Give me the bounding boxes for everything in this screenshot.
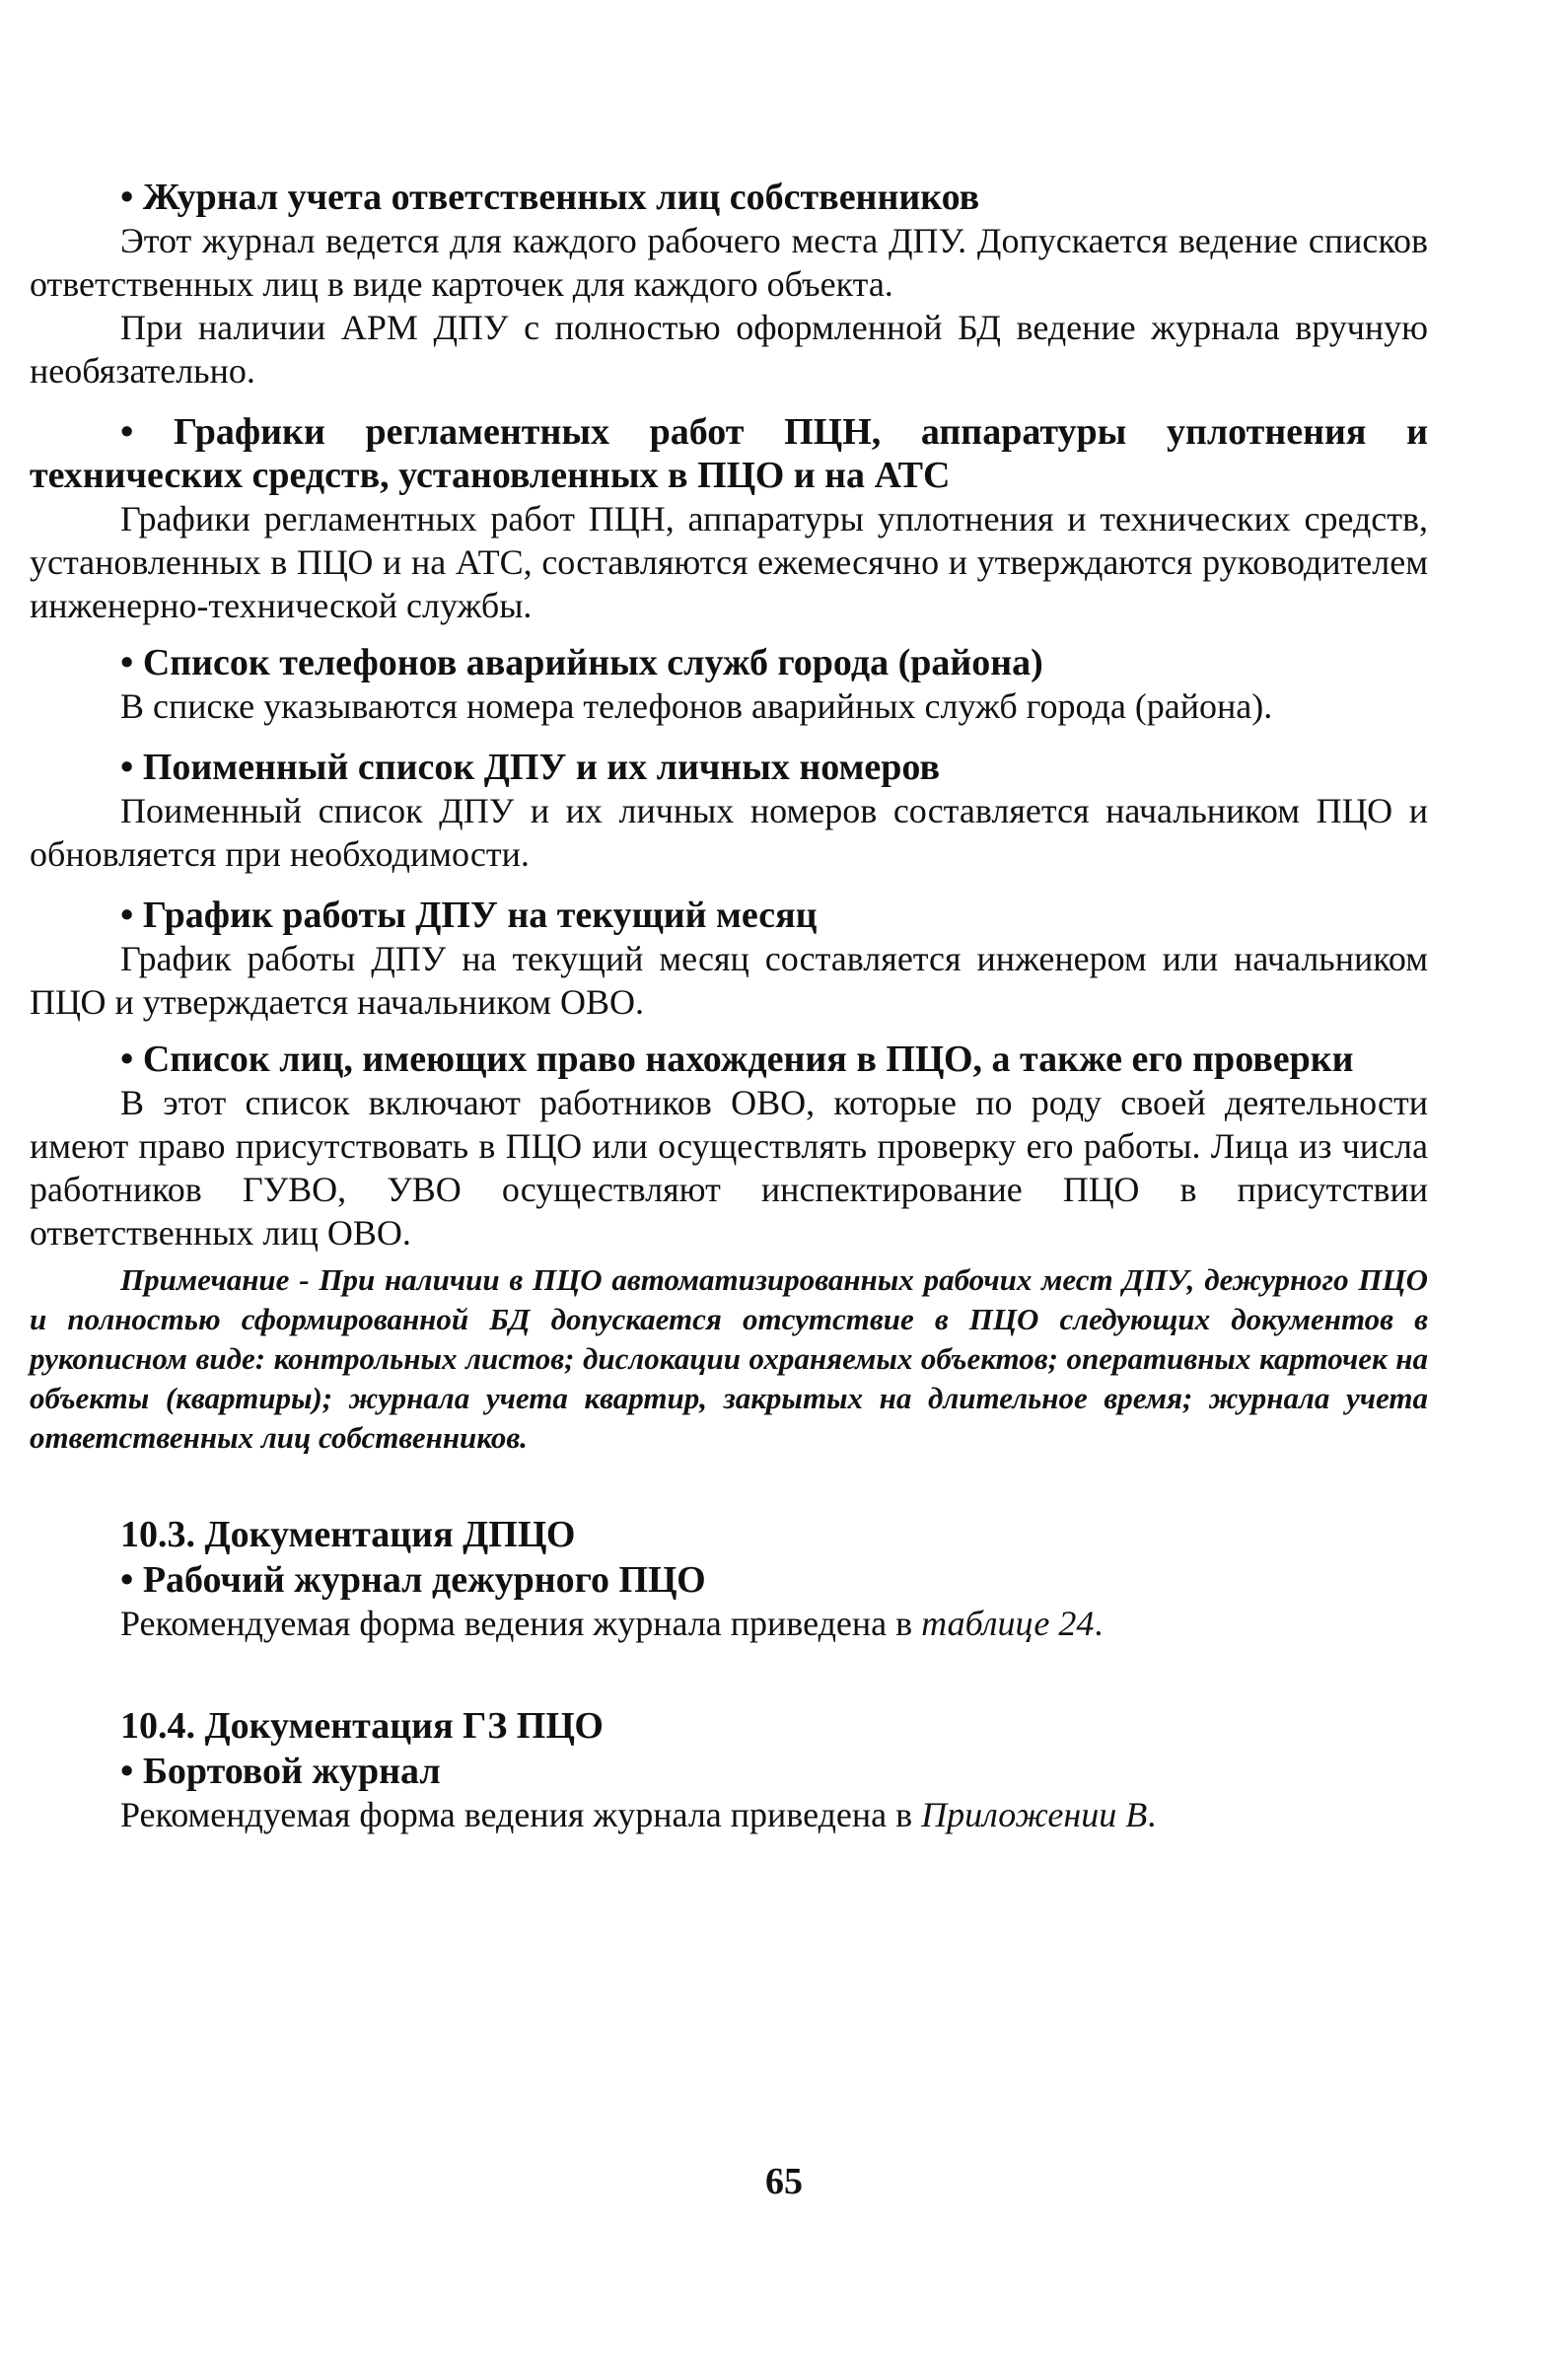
sentence-end: .	[1094, 1604, 1104, 1643]
table-reference: таблице 24	[921, 1604, 1095, 1643]
section-text: Рекомендуемая форма ведения журнала приведена в	[120, 1604, 922, 1643]
section-paragraph	[30, 1793, 1428, 1836]
section-item-heading: • Рабочий журнал дежурного ПЦО	[30, 1558, 1428, 1602]
appendix-reference: Приложении В	[921, 1795, 1148, 1834]
item-paragraph: Этот журнал ведется для каждого рабочего места ДПУ. Допускается ведение списков ответственных лиц в виде карточек для каждого объекта.	[30, 221, 1428, 304]
section-text: Рекомендуемая форма ведения журнала приведена в	[120, 1795, 922, 1834]
section-item-heading: • Бортовой журнал	[30, 1750, 1428, 1793]
item-heading: • Список лиц, имеющих право нахождения в ПЦО, а также его проверки	[30, 1038, 1428, 1081]
note-text: Примечание - При наличии в ПЦО автоматизированных рабочих мест ДПУ, дежурного ПЦО и полностью сформированной БД допускается отсутствие в ПЦО следующих документов в рукописном виде: контрольных листов; дислокации охраняемых объектов; оперативных карточек на объекты (квартиры); журнала учета квартир, закрытых на длительное время; журнала учета ответственных лиц собственников.	[30, 1262, 1428, 1455]
item-heading: • Поименный список ДПУ и их личных номеров	[30, 746, 1428, 789]
item-paragraph: Поименный список ДПУ и их личных номеров составляется начальником ПЦО и обновляется при необходимости.	[30, 791, 1428, 874]
section-title: 10.4. Документация ГЗ ПЦО	[120, 1705, 604, 1747]
item-paragraph: В списке указываются номера телефонов аварийных служб города (района).	[120, 686, 1273, 726]
section-title: 10.3. Документация ДПЦО	[120, 1514, 576, 1555]
page-content	[30, 176, 1428, 1836]
page-number: 65	[765, 2161, 803, 2202]
item-heading: • График работы ДПУ на текущий месяц	[30, 894, 1428, 937]
item-paragraph: При наличии АРМ ДПУ с полностью оформленной БД ведение журнала вручную необязательно.	[30, 308, 1428, 391]
item-heading: • Список телефонов аварийных служб города (района)	[30, 641, 1428, 684]
item-paragraph: График работы ДПУ на текущий месяц составляется инженером или начальником ПЦО и утверждается начальником ОВО.	[30, 939, 1428, 1022]
sentence-end: .	[1147, 1795, 1157, 1834]
item-heading: • Графики регламентных работ ПЦН, аппаратуры уплотнения и технических средств, установленных в ПЦО и на АТС	[30, 410, 1428, 497]
item-paragraph: В этот список включают работников ОВО, которые по роду своей деятельности имеют право присутствовать в ПЦО или осуществлять проверку его работы. Лица из числа работников ГУВО, УВО осуществляют инспектирование ПЦО в присутствии ответственных лиц ОВО.	[30, 1083, 1428, 1253]
section-paragraph	[30, 1602, 1428, 1645]
item-paragraph: Графики регламентных работ ПЦН, аппаратуры уплотнения и технических средств, установленных в ПЦО и на АТС, составляются ежемесячно и утверждаются руководителем инженерно-технической службы.	[30, 499, 1428, 625]
item-heading: • Журнал учета ответственных лиц собственников	[30, 176, 1428, 219]
